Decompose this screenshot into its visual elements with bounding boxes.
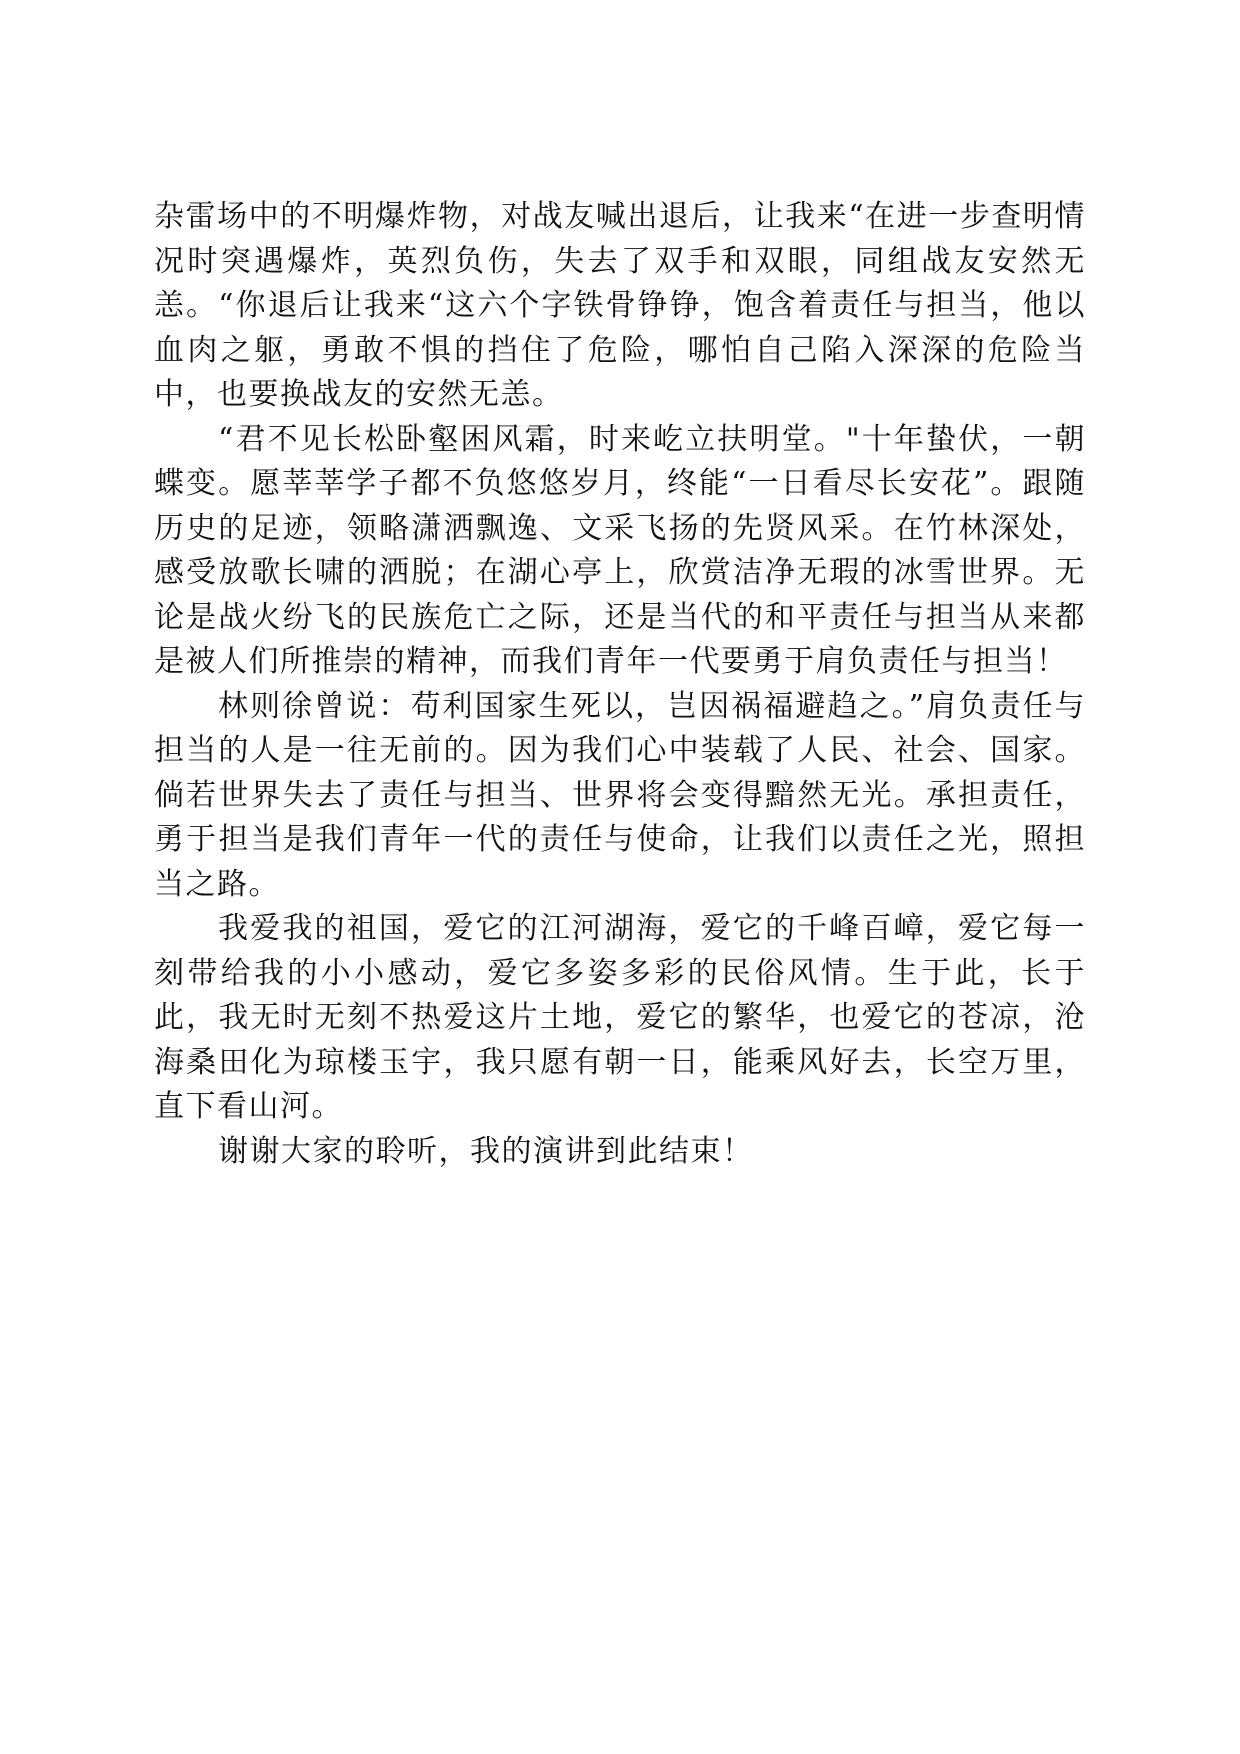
document-body: [154, 195, 1086, 1174]
paragraph-1: 杂雷场中的不明爆炸物，对战友喊出退后，让我来“在进一步查明情况时突遇爆炸，英烈负伤，失去了双手和双眼，同组战友安然无恙。“你退后让我来“这六个字铁骨铮铮，饱含着责任与担当，他以血肉之躯，勇敢不惧的挡住了危险，哪怕自己陷入深深的危险当中，也要换战友的安然无恙。: [154, 199, 1086, 412]
paragraph-2: “君不见长松卧壑困风霜，时来屹立扶明堂。"十年蛰伏，一朝蝶变。愿莘莘学子都不负悠悠岁月，终能“一日看尽长安花”。跟随历史的足迹，领略潇洒飘逸、文采飞扬的先贤风采。在竹林深处，感受放歌长啸的洒脱；在湖心亭上，欣赏洁净无瑕的冰雪世界。无论是战火纷飞的民族危亡之际，还是当代的和平责任与担当从来都是被人们所推崇的精神，而我们青年一代要勇于肩负责任与担当！: [154, 421, 1086, 679]
paragraph-3: 林则徐曾说：苟利国家生死以，岂因祸福避趋之。”肩负责任与担当的人是一往无前的。因为我们心中装载了人民、社会、国家。倘若世界失去了责任与担当、世界将会变得黯然无光。承担责任，勇于担当是我们青年一代的责任与使命，让我们以责任之光，照担当之路。: [154, 688, 1086, 902]
paragraph-5: 谢谢大家的聆听，我的演讲到此结束！: [218, 1133, 754, 1169]
paragraph-4: 我爱我的祖国，爱它的江河湖海，爱它的千峰百嶂，爱它每一刻带给我的小小感动，爱它多姿多彩的民俗风情。生于此，长于此，我无时无刻不热爱这片土地，爱它的繁华，也爱它的苍凉，沧海桑田化为琼楼玉宇，我只愿有朝一日，能乘风好去，长空万里，直下看山河。: [154, 911, 1086, 1124]
